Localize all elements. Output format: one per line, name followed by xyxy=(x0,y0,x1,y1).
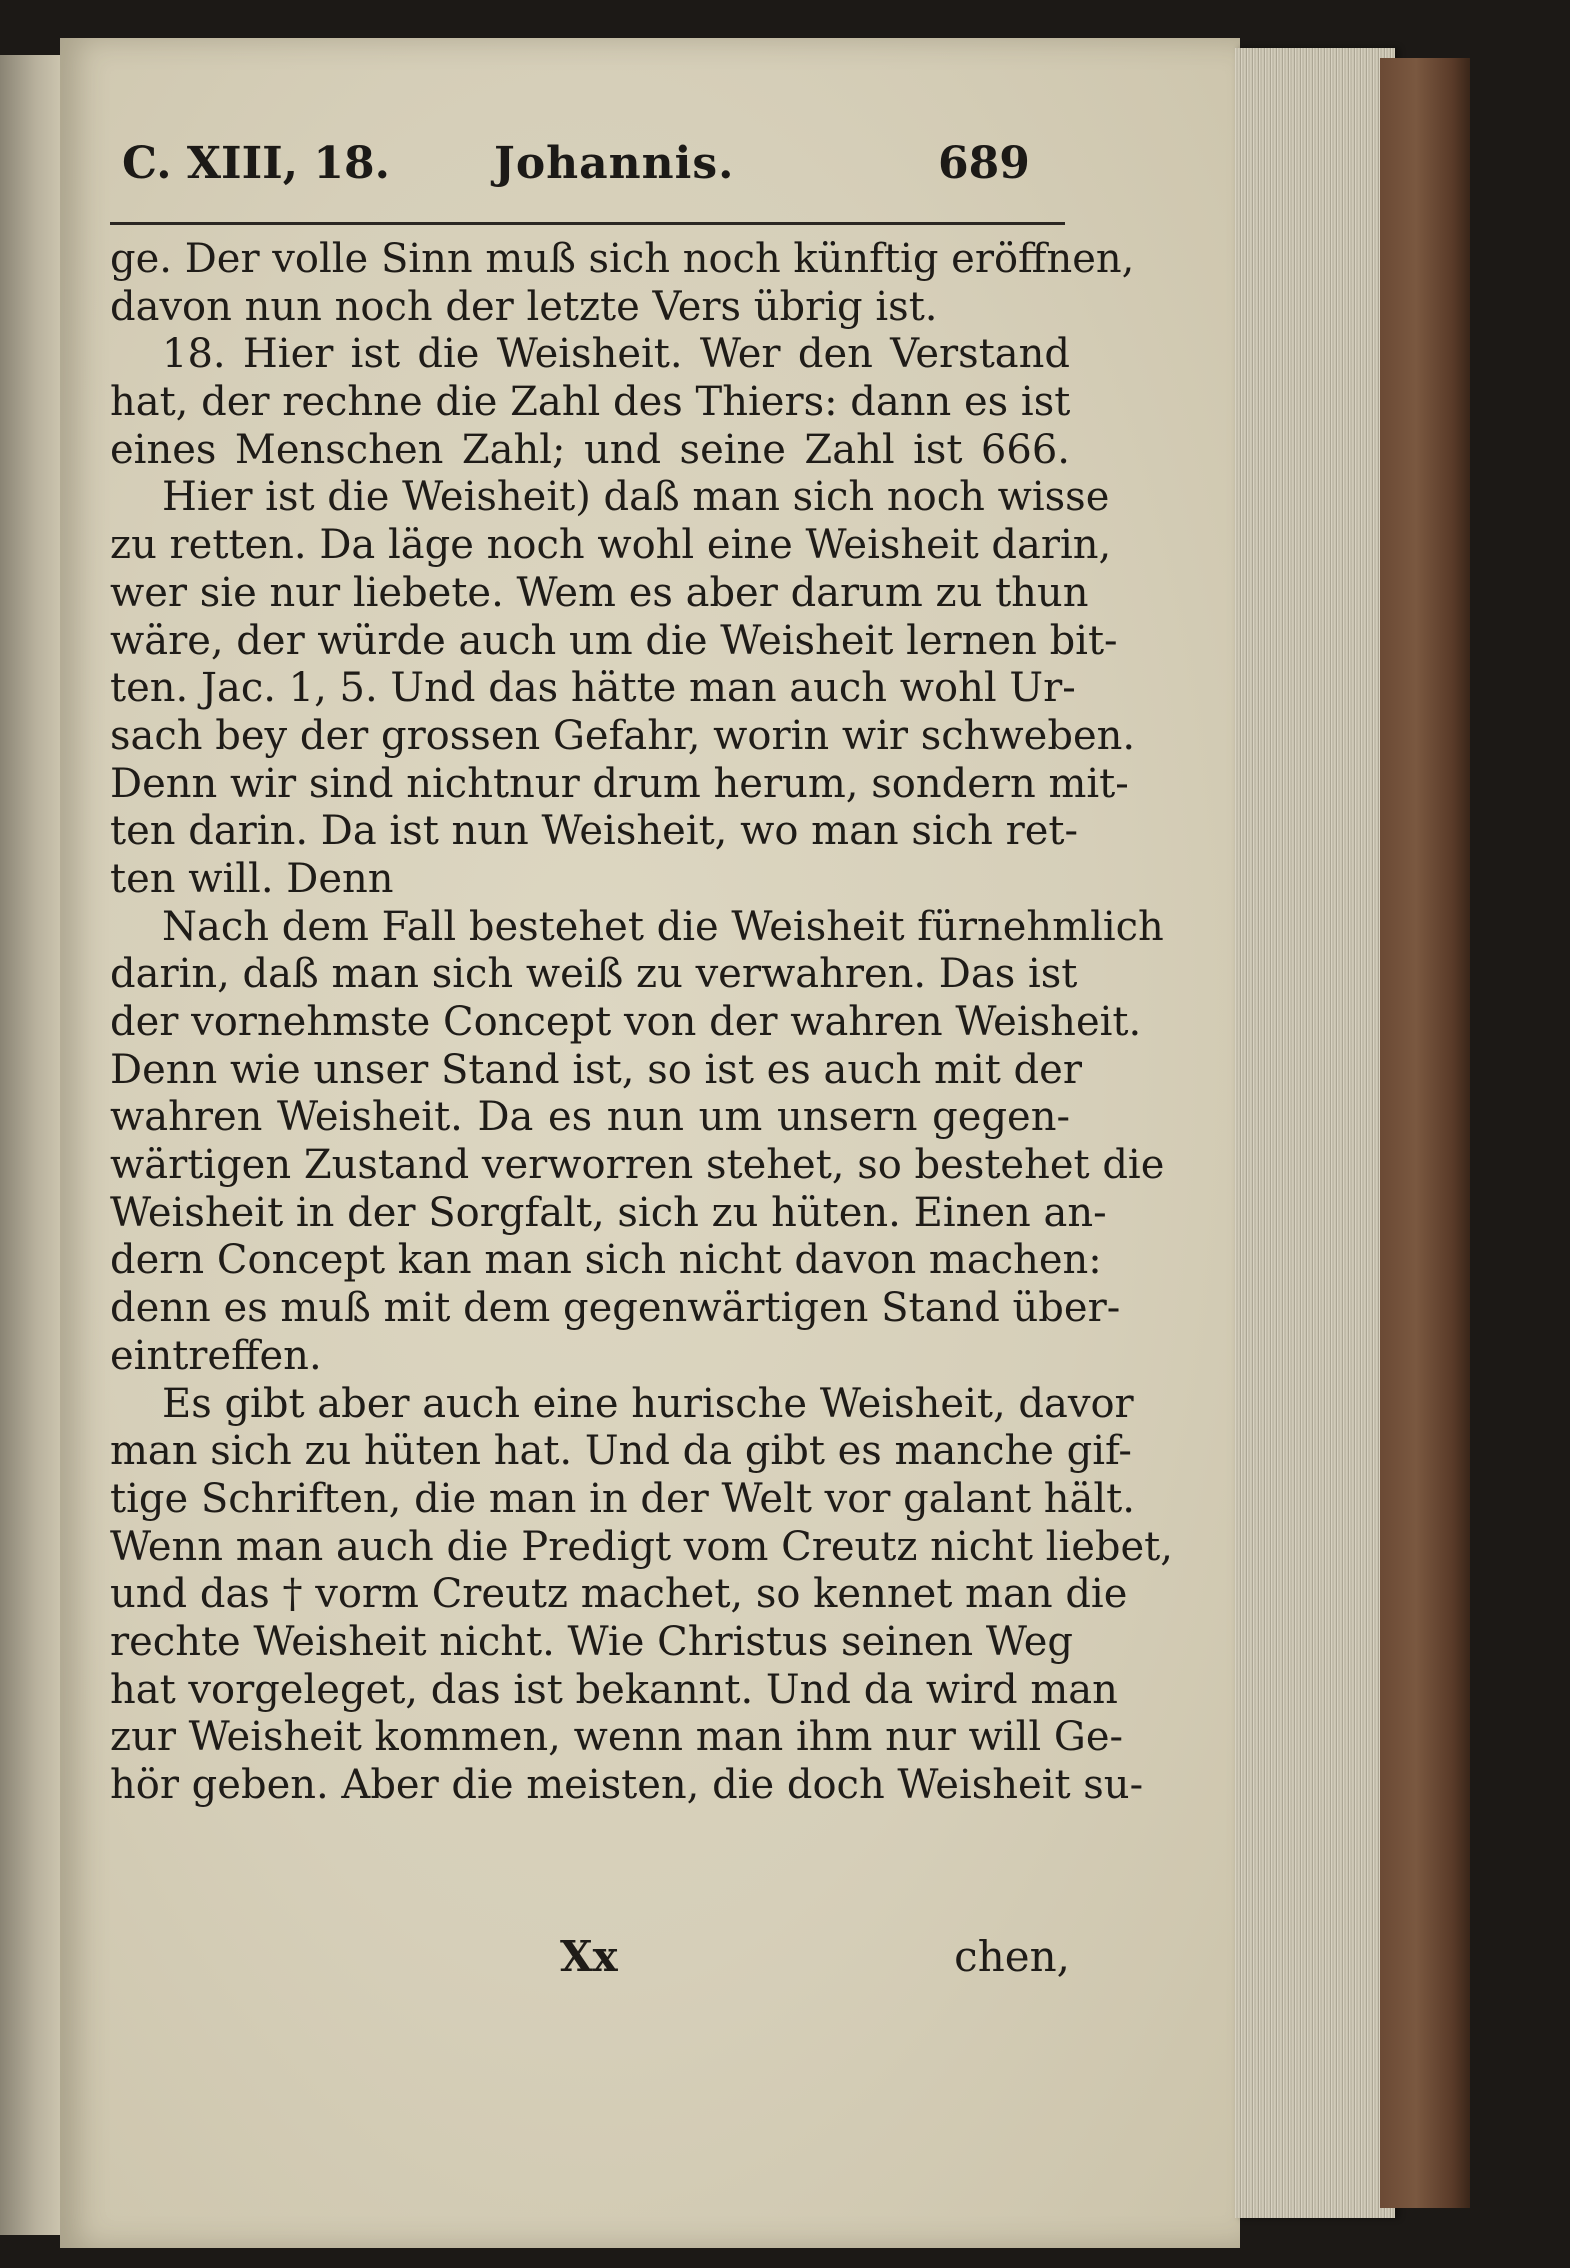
text-line: ten darin. Da ist nun Weisheit, wo man sich ret- xyxy=(110,808,1078,855)
text-line: wäre, der würde auch um die Weisheit lernen bit- xyxy=(110,617,1118,664)
running-title: Johannis. xyxy=(494,138,735,189)
text-line: dern Concept kan man sich nicht davon machen: xyxy=(110,1237,1102,1284)
text-line: tige Schriften, die man in der Welt vor galant hält. xyxy=(110,1475,1135,1522)
text-line: eines Menschen Zahl; und seine Zahl ist 666. xyxy=(110,426,1070,473)
page-number: 689 xyxy=(938,138,1030,189)
text-line: ten. Jac. 1, 5. Und das hätte man auch wohl Ur- xyxy=(110,665,1076,712)
body-text xyxy=(110,236,1173,1810)
text-line: davon nun noch der letzte Vers übrig ist. xyxy=(110,283,938,330)
text-line: Wenn man auch die Predigt vom Creutz nicht liebet, xyxy=(110,1523,1173,1570)
text-line: 18. Hier ist die Weisheit. Wer den Verstand xyxy=(162,331,1070,378)
text-line: ten will. Denn xyxy=(110,855,394,902)
text-line: wahren Weisheit. Da es nun um unsern gegen- xyxy=(110,1094,1070,1141)
text-line: hat vorgeleget, das ist bekannt. Und da wird man xyxy=(110,1666,1118,1713)
text-line: hör geben. Aber die meisten, die doch Weisheit su- xyxy=(110,1762,1144,1808)
text-line: sach bey der grossen Gefahr, worin wir schweben. xyxy=(110,712,1136,759)
text-line: Nach dem Fall bestehet die Weisheit fürnehmlich xyxy=(162,903,1164,950)
text-line: Denn wir sind nichtnur drum herum, sondern mit- xyxy=(110,760,1129,807)
text-line: der vornehmste Concept von der wahren Weisheit. xyxy=(110,999,1142,1045)
signature-mark: Xx xyxy=(560,1932,618,1981)
text-line: Denn wie unser Stand ist, so ist es auch mit der xyxy=(110,1046,1082,1093)
text-line: rechte Weisheit nicht. Wie Christus seinen Weg xyxy=(110,1618,1074,1665)
chapter-reference: C. XIII, 18. xyxy=(122,138,390,189)
page-footer xyxy=(110,1932,1070,1992)
text-line: denn es muß mit dem gegenwärtigen Stand über- xyxy=(110,1285,1121,1332)
header-rule xyxy=(110,222,1065,225)
text-line: eintreffen. xyxy=(110,1332,322,1379)
text-line: man sich zu hüten hat. Und da gibt es manche gif- xyxy=(110,1428,1132,1475)
text-line: Weisheit in der Sorgfalt, sich zu hüten. Einen an- xyxy=(110,1189,1107,1236)
text-line: wärtigen Zustand verworren stehet, so bestehet die xyxy=(110,1142,1165,1189)
text-line: zur Weisheit kommen, wenn man ihm nur will Ge- xyxy=(110,1714,1124,1761)
book-cover xyxy=(1380,58,1470,2208)
text-line: zu retten. Da läge noch wohl eine Weisheit darin, xyxy=(110,522,1112,569)
text-line: hat, der rechne die Zahl des Thiers: dann es ist xyxy=(110,379,1071,426)
text-line: wer sie nur liebete. Wem es aber darum zu thun xyxy=(110,569,1089,616)
facing-page-edge xyxy=(0,55,60,2235)
text-line: Hier ist die Weisheit) daß man sich noch wisse xyxy=(162,474,1110,521)
running-header xyxy=(110,138,1070,218)
text-line: und das † vorm Creutz machet, so kennet man die xyxy=(110,1571,1128,1618)
catchword: chen, xyxy=(954,1932,1070,1981)
text-line: darin, daß man sich weiß zu verwahren. Das ist xyxy=(110,951,1078,998)
text-line: Es gibt aber auch eine hurische Weisheit, davor xyxy=(162,1380,1134,1427)
page-edges xyxy=(1235,48,1395,2218)
text-line: ge. Der volle Sinn muß sich noch künftig eröffnen, xyxy=(110,236,1135,282)
